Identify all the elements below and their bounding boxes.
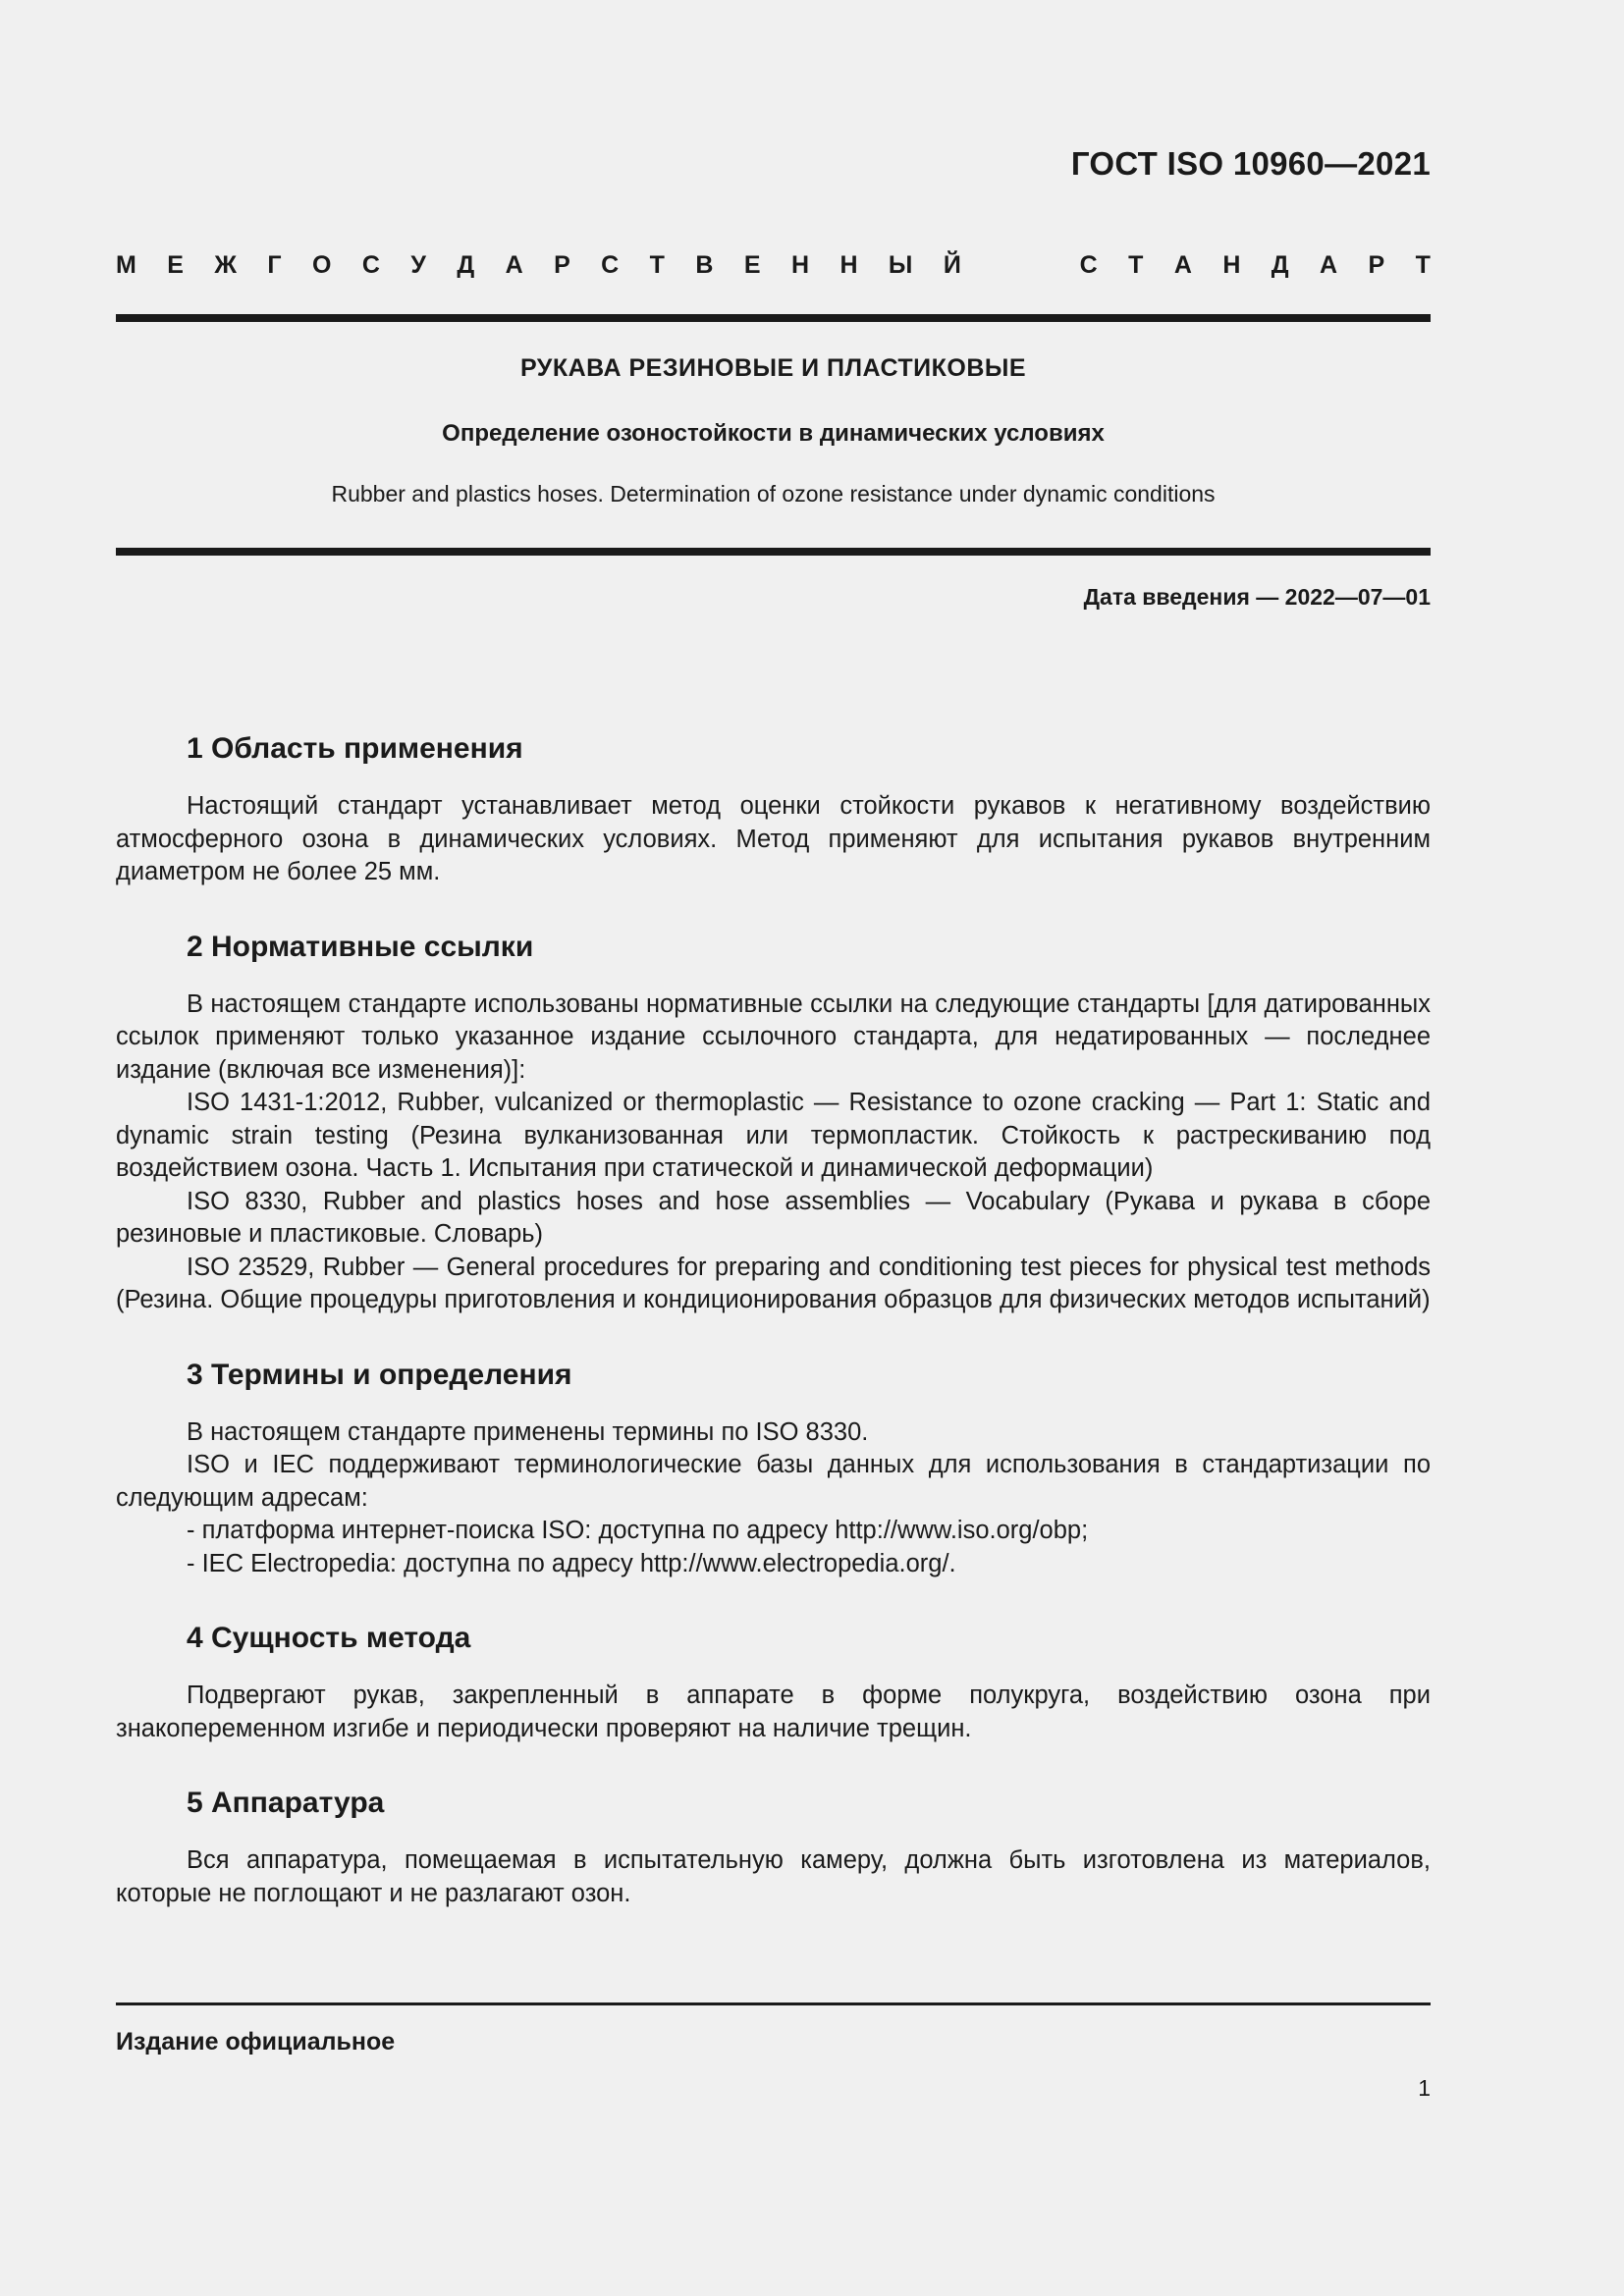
paragraph: В настоящем стандарте применены термины по ISO 8330. [187, 1417, 869, 1446]
banner-letter: М [116, 251, 136, 279]
document-title-ru: РУКАВА РЕЗИНОВЫЕ И ПЛАСТИКОВЫЕ [519, 354, 1027, 382]
footer-divider [116, 2002, 1431, 2005]
section-heading: 2 Нормативные ссылки [187, 930, 534, 963]
section-scope [116, 724, 1431, 889]
banner-letter: Е [743, 251, 761, 279]
banner-letter: Т [649, 251, 665, 279]
banner-letter: Д [1271, 251, 1289, 279]
section-heading: 5 Аппаратура [187, 1787, 385, 1819]
document-page [116, 0, 1431, 2296]
interstate-standard-banner [116, 251, 1431, 280]
list-item: - платформа интернет-поиска ISO: доступна по адресу http://www.iso.org/obp; [187, 1517, 1089, 1544]
banner-word-gap [992, 251, 1049, 280]
banner-letter: Н [1222, 251, 1241, 279]
section-terms [116, 1351, 1431, 1581]
banner-letter: Р [554, 251, 570, 279]
section-apparatus [116, 1779, 1431, 1910]
banner-letter: С [361, 251, 380, 279]
banner-letter: Д [457, 251, 475, 279]
title-divider [116, 548, 1431, 556]
paragraph: Вся аппаратура, помещаемая в испытательную камеру, должна быть изготовлена из материалов, которые не поглощают и не разлагают озон. [116, 1846, 1431, 1907]
banner-letter: С [601, 251, 620, 279]
page-number: 1 [1418, 2075, 1431, 2101]
banner-letter: Н [790, 251, 810, 279]
document-title-en: Rubber and plastics hoses. Determination of ozone resistance under dynamic conditions [331, 481, 1216, 507]
reference-item: ISO 23529, Rubber — General procedures for preparing and conditioning test pieces for physical test methods (Резина. Общие процедуры приготовления и кондиционирования образцов для физических методов испытаний) [116, 1253, 1431, 1313]
top-divider [116, 314, 1431, 322]
introduction-date: Дата введения — 2022—07—01 [1083, 584, 1431, 610]
banner-letter: Е [167, 251, 184, 279]
banner-letter: Т [1415, 251, 1431, 279]
banner-letter: О [312, 251, 332, 279]
banner-letter: Н [839, 251, 858, 279]
document-body [116, 724, 1431, 1910]
reference-item: ISO 8330, Rubber and plastics hoses and hose assemblies — Vocabulary (Рукава и рукава в сборе резиновые и пластиковые. Словарь) [116, 1187, 1431, 1248]
section-method-essence [116, 1614, 1431, 1745]
banner-letter: Ы [888, 251, 913, 279]
banner-letter: Р [1368, 251, 1385, 279]
banner-letter: Г [267, 251, 282, 279]
section-normative-references [116, 923, 1431, 1317]
list-item: - IEC Electropedia: доступна по адресу http://www.electropedia.org/. [187, 1549, 956, 1577]
banner-letter: А [1173, 251, 1192, 279]
banner-letter: Ж [214, 251, 237, 279]
reference-item: ISO 1431-1:2012, Rubber, vulcanized or thermoplastic — Resistance to ozone cracking — Part 1: Static and dynamic strain testing (Резина вулканизованная или термопластик. Стойкость к растрескиванию под воздействием озона. Часть 1. Испытания при статической и динамической деформации) [116, 1089, 1431, 1182]
section-heading: 3 Термины и определения [187, 1358, 572, 1391]
banner-letter: В [695, 251, 714, 279]
paragraph: Настоящий стандарт устанавливает метод оценки стойкости рукавов к негативному воздействию атмосферного озона в динамических условиях. Метод применяют для испытания рукавов внутренним диаметром не более 25 мм. [116, 792, 1431, 885]
official-edition-label: Издание официальное [116, 2028, 396, 2056]
section-heading: 1 Область применения [187, 732, 523, 765]
banner-letter: С [1079, 251, 1098, 279]
banner-letter: А [1320, 251, 1338, 279]
banner-letter: А [505, 251, 523, 279]
paragraph: ISO и IEC поддерживают терминологические базы данных для использования в стандартизации по следующим адресам: [116, 1451, 1431, 1512]
paragraph: В настоящем стандарте использованы нормативные ссылки на следующие стандарты [для датированных ссылок применяют только указанное издание ссылочного стандарта, для недатированных — последнее издание (включая все изменения)]: [116, 989, 1431, 1084]
banner-letter: Й [943, 251, 961, 279]
banner-letter: У [410, 251, 426, 279]
section-heading: 4 Сущность метода [187, 1622, 471, 1654]
paragraph: Подвергают рукав, закрепленный в аппарате в форме полукруга, воздействию озона при знакопеременном изгибе и периодически проверяют на наличие трещин. [116, 1682, 1431, 1742]
document-subtitle-ru: Определение озоностойкости в динамических условиях [442, 420, 1105, 447]
banner-letter: Т [1128, 251, 1144, 279]
gost-number: ГОСТ ISO 10960—2021 [1070, 145, 1431, 182]
